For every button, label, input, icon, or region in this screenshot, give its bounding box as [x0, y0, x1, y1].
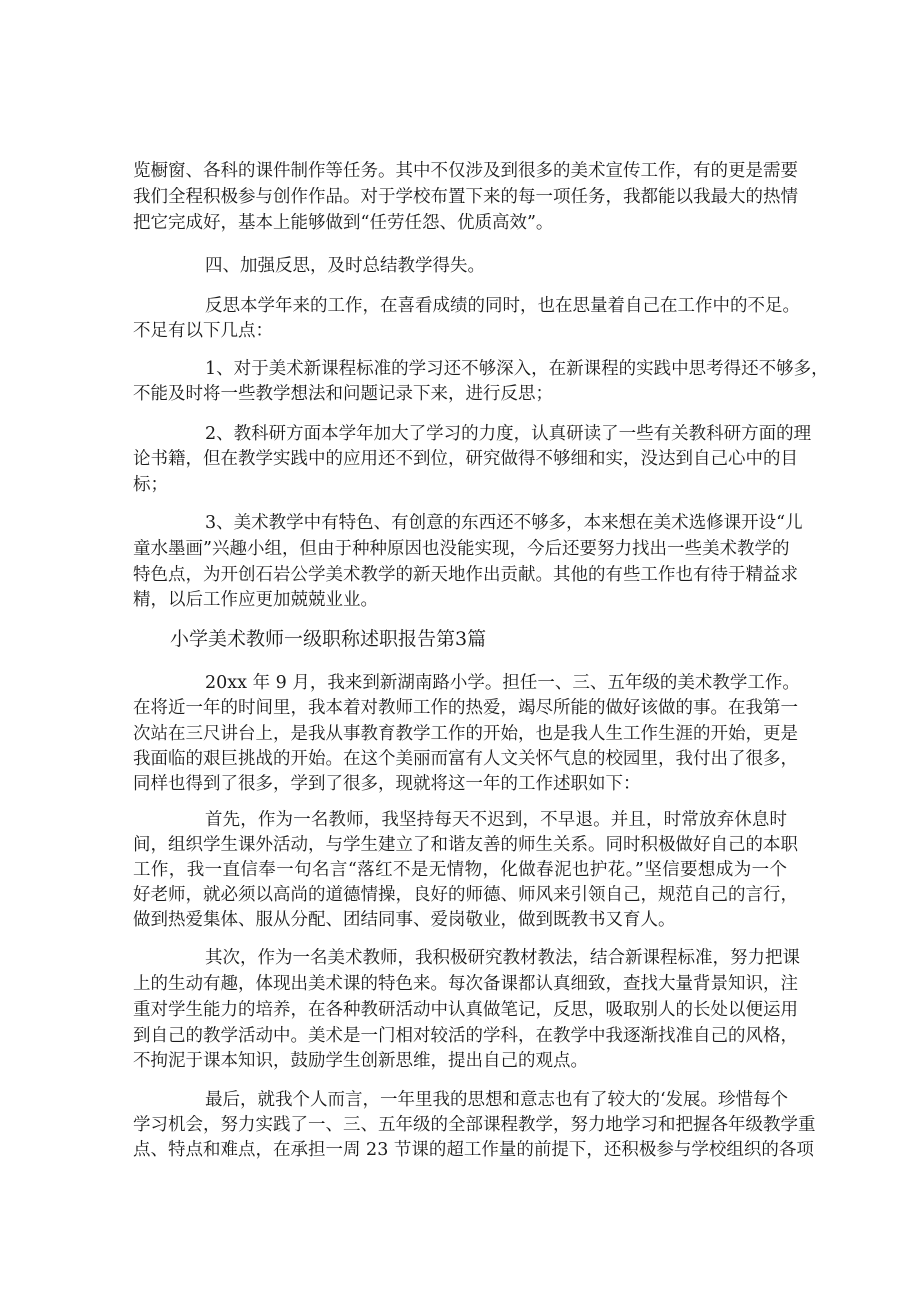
text-line: 重对学生能力的培养，在各种教研活动中认真做笔记，反思，吸取别人的长处以便运用: [133, 1000, 798, 1020]
text-line: 不拘泥于课本知识，鼓励学生创新思维，提出自己的观点。: [133, 1051, 588, 1071]
text-line: 特色点，为开创石岩公学美术教学的新天地作出贡献。其他的有些工作也有待于精益求: [133, 565, 798, 585]
text-line: 我面临的艰巨挑战的开始。在这个美丽而富有人文关怀气息的校园里，我付出了很多，: [133, 749, 798, 769]
text-line: 3、美术教学中有特色、有创意的东西还不够多，本来想在美术选修课开设“儿: [205, 513, 803, 533]
text-line: 把它完成好，基本上能够做到“任劳任怨、优质高效”。: [133, 213, 554, 233]
text-line: 1、对于美术新课程标准的学习还不够深入，在新课程的实践中思考得还不够多，: [205, 359, 829, 379]
text-line: 其次，作为一名美术教师，我积极研究教材教法，结合新课程标准，努力把课: [205, 948, 800, 968]
text-line: 反思本学年来的工作，在喜看成绩的同时，也在思量着自己在工作中的不足。: [205, 296, 800, 316]
text-line: 小学美术教师一级职称述职报告第3篇: [170, 628, 487, 650]
text-line: 览橱窗、各科的课件制作等任务。其中不仅涉及到很多的美术宣传工作，有的更是需要: [133, 161, 798, 181]
text-line: 上的生动有趣，体现出美术课的特色来。每次备课都认真细致，查找大量背景知识，注: [133, 974, 798, 994]
text-line: 点、特点和难点，在承担一周 23 节课的超工作量的前提下，还积极参与学校组织的各项: [133, 1140, 814, 1160]
text-line: 论书籍，但在教学实践中的应用还不到位，研究做得不够细和实，没达到自己心中的目: [133, 449, 798, 469]
text-line: 标；: [133, 475, 168, 495]
text-line: 同样也得到了很多，学到了很多，现就将这一年的工作述职如下：: [133, 774, 641, 794]
text-line: 精，以后工作应更加兢兢业业。: [133, 590, 378, 610]
text-line: 次站在三尺讲台上，是我从事教育教学工作的开始，也是我人生工作生涯的开始，更是: [133, 724, 798, 744]
text-line: 四、加强反思，及时总结教学得失。: [205, 256, 485, 276]
text-line: 到自己的教学活动中。美术是一门相对较活的学科，在教学中我逐渐找准自己的风格，: [133, 1026, 798, 1046]
text-line: 童水墨画”兴趣小组，但由于种种原因也没能实现，今后还要努力找出一些美术教学的: [133, 539, 790, 559]
text-line: 做到热爱集体、服从分配、团结同事、爱岗敬业，做到既教书又育人。: [133, 910, 676, 930]
text-line: 学习机会，努力实践了一、三、五年级的全部课程教学，努力地学习和把握各年级教学重: [133, 1115, 816, 1135]
text-line: 2、教科研方面本学年加大了学习的力度，认真研读了一些有关教科研方面的理: [205, 424, 812, 444]
text-line: 我们全程积极参与创作作品。对于学校布置下来的每一项任务，我都能以我最大的热情: [133, 187, 798, 207]
text-line: 好老师，就必须以高尚的道德情操，良好的师德、师风来引领自己，规范自己的言行，: [133, 885, 798, 905]
text-line: 工作，我一直信奉一句名言“落红不是无情物，化做春泥也护花。”坚信要想成为一个: [133, 860, 787, 880]
text-line: 不能及时将一些教学想法和问题记录下来，进行反思；: [133, 384, 553, 404]
text-line: 最后，就我个人而言，一年里我的思想和意志也有了较大的‘发展。珍惜每个: [205, 1090, 789, 1110]
text-line: 不足有以下几点：: [133, 321, 273, 341]
text-line: 间，组织学生课外活动，与学生建立了和谐友善的师生关系。同时积极做好自己的本职: [133, 835, 798, 855]
text-line: 在将近一年的时间里，我本着对教师工作的热爱，竭尽所能的做好该做的事。在我第一: [133, 698, 798, 718]
text-line: 20xx 年 9 月，我来到新湖南路小学。担任一、三、五年级的美术教学工作。: [205, 673, 800, 693]
text-line: 首先，作为一名教师，我坚持每天不迟到，不早退。并且，时常放弃休息时: [205, 810, 787, 830]
